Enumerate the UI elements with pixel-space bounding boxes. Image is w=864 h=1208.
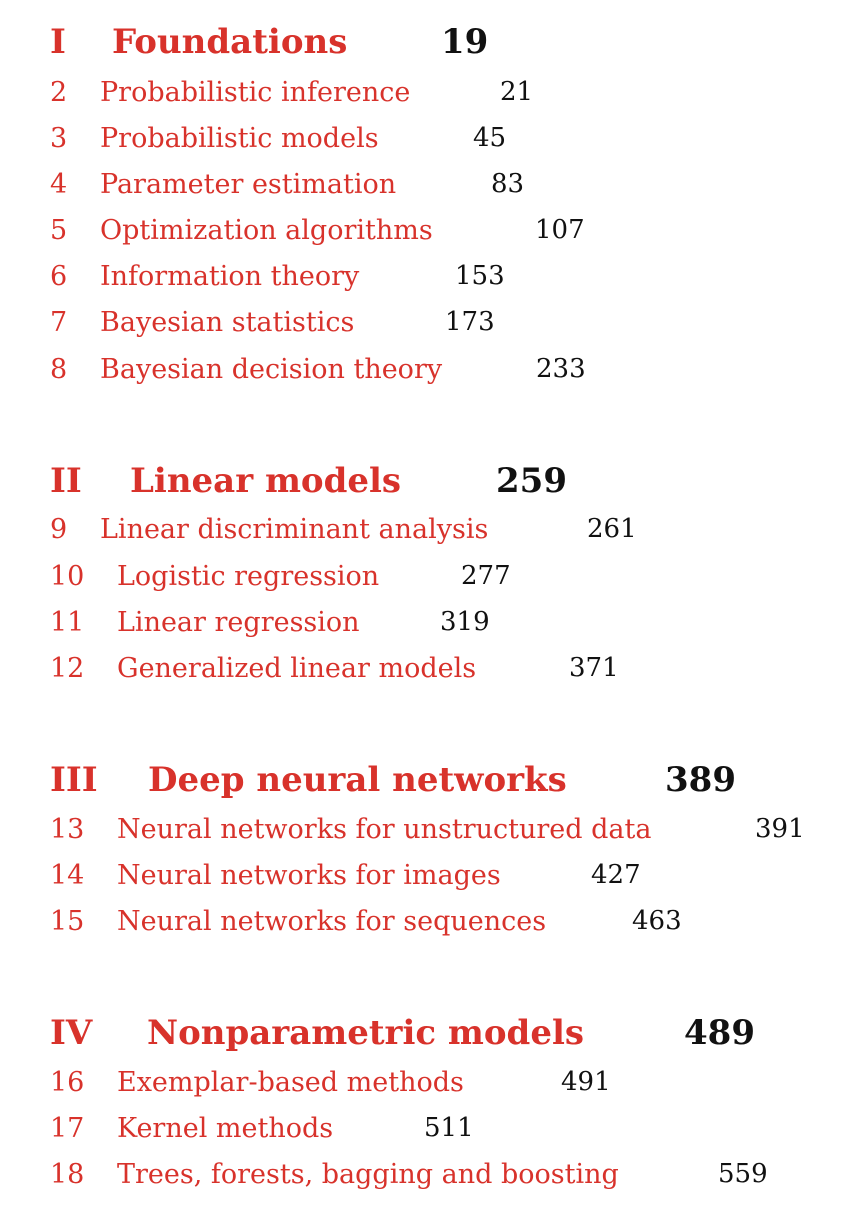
chapter-title: Neural networks for images [117, 860, 501, 891]
chapter-title: Probabilistic inference [100, 77, 411, 108]
chapter-title: Neural networks for sequences [117, 906, 547, 937]
chapter-title: Bayesian statistics [100, 307, 355, 338]
chapter-entry-18[interactable] [0, 1159, 864, 1199]
chapter-page-number: 491 [561, 1067, 611, 1097]
chapter-number: 11 [50, 607, 85, 638]
chapter-number: 2 [50, 77, 68, 108]
chapter-page-number: 21 [500, 77, 534, 107]
chapter-number: 7 [50, 307, 68, 338]
chapter-page-number: 319 [440, 607, 490, 637]
chapter-title: Neural networks for unstructured data [117, 814, 652, 845]
chapter-page-number: 391 [755, 814, 805, 844]
chapter-number: 10 [50, 561, 85, 592]
part-page-number: 489 [684, 1013, 755, 1053]
chapter-page-number: 463 [632, 906, 682, 936]
chapter-page-number: 559 [718, 1159, 768, 1189]
chapter-page-number: 261 [587, 514, 637, 544]
part-page-number: 19 [441, 22, 489, 62]
chapter-number: 6 [50, 261, 68, 292]
chapter-title: Linear regression [117, 607, 360, 638]
chapter-entry-3[interactable] [0, 123, 864, 163]
part-numeral: II [50, 461, 82, 501]
chapter-number: 8 [50, 354, 68, 385]
part-title: Deep neural networks [148, 760, 567, 800]
part-numeral: I [50, 22, 66, 62]
chapter-title: Logistic regression [117, 561, 380, 592]
chapter-number: 13 [50, 814, 85, 845]
chapter-page-number: 153 [455, 261, 505, 291]
part-heading-4[interactable] [0, 1013, 864, 1073]
chapter-page-number: 45 [473, 123, 507, 153]
part-title: Nonparametric models [147, 1013, 585, 1053]
chapter-title: Probabilistic models [100, 123, 379, 154]
chapter-page-number: 83 [491, 169, 525, 199]
chapter-page-number: 371 [569, 653, 619, 683]
chapter-number: 18 [50, 1159, 85, 1190]
part-numeral: III [50, 760, 98, 800]
chapter-entry-13[interactable] [0, 814, 864, 854]
chapter-entry-12[interactable] [0, 653, 864, 693]
chapter-entry-15[interactable] [0, 906, 864, 946]
chapter-entry-8[interactable] [0, 354, 864, 394]
chapter-entry-16[interactable] [0, 1067, 864, 1107]
chapter-entry-9[interactable] [0, 514, 864, 554]
chapter-number: 17 [50, 1113, 85, 1144]
part-heading-2[interactable] [0, 461, 864, 521]
chapter-number: 5 [50, 215, 68, 246]
chapter-title: Generalized linear models [117, 653, 477, 684]
chapter-number: 16 [50, 1067, 85, 1098]
chapter-page-number: 427 [591, 860, 641, 890]
part-numeral: IV [50, 1013, 93, 1053]
chapter-title: Bayesian decision theory [100, 354, 443, 385]
chapter-title: Linear discriminant analysis [100, 514, 489, 545]
chapter-title: Trees, forests, bagging and boosting [117, 1159, 619, 1190]
part-heading-3[interactable] [0, 760, 864, 820]
chapter-entry-10[interactable] [0, 561, 864, 601]
chapter-number: 4 [50, 169, 68, 200]
chapter-entry-14[interactable] [0, 860, 864, 900]
chapter-page-number: 107 [535, 215, 585, 245]
chapter-entry-4[interactable] [0, 169, 864, 209]
chapter-page-number: 511 [424, 1113, 474, 1143]
chapter-title: Exemplar-based methods [117, 1067, 464, 1098]
chapter-page-number: 233 [536, 354, 586, 384]
part-title: Linear models [130, 461, 402, 501]
chapter-entry-7[interactable] [0, 307, 864, 347]
chapter-entry-2[interactable] [0, 77, 864, 117]
chapter-entry-11[interactable] [0, 607, 864, 647]
part-heading-1[interactable] [0, 22, 864, 82]
chapter-number: 3 [50, 123, 68, 154]
chapter-page-number: 277 [461, 561, 511, 591]
chapter-number: 15 [50, 906, 85, 937]
chapter-page-number: 173 [445, 307, 495, 337]
chapter-title: Kernel methods [117, 1113, 334, 1144]
chapter-number: 9 [50, 514, 68, 545]
chapter-title: Parameter estimation [100, 169, 397, 200]
chapter-entry-6[interactable] [0, 261, 864, 301]
chapter-entry-5[interactable] [0, 215, 864, 255]
chapter-number: 12 [50, 653, 85, 684]
chapter-title: Information theory [100, 261, 360, 292]
chapter-number: 14 [50, 860, 85, 891]
part-page-number: 259 [496, 461, 567, 501]
part-title: Foundations [112, 22, 348, 62]
chapter-entry-17[interactable] [0, 1113, 864, 1153]
part-page-number: 389 [665, 760, 736, 800]
chapter-title: Optimization algorithms [100, 215, 433, 246]
